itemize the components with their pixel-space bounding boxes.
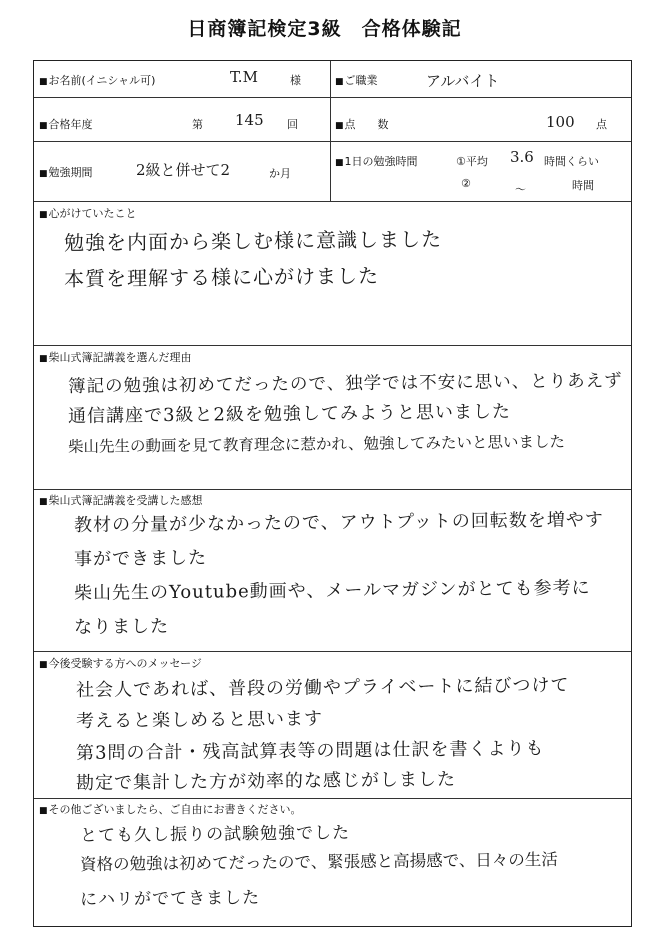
period-value: 2級と併せて2 [136,161,231,179]
daily-label: ■ 1日の勉強時間 [335,153,418,169]
section-line: 柴山先生のYoutube動画や、メールマガジンがとても参考に [73,577,591,604]
section-line: 教材の分量が少なかったので、アウトプットの回転数を増やす [73,509,604,536]
name-value: T.M [230,68,258,86]
section-line: 資格の勉強は初めてだったので、緊張感と高揚感で、日々の生活 [79,849,558,874]
period-suffix: か月 [269,167,291,180]
score-suffix: 点 [596,118,607,131]
section-label-impression: ■ 柴山式簿記講義を受講した感想 [39,492,203,508]
year-suffix: 回 [287,118,298,131]
row-divider [34,201,631,202]
year-label: ■ 合格年度 [39,116,93,132]
name-suffix: 様 [290,74,301,87]
section-line: 勉強を内面から楽しむ様に意識しました [63,227,443,255]
section-line: 社会人であれば、普段の労働やプライベートに結びつけて [75,674,570,701]
year-prefix: 第 [192,118,203,131]
tilde: 〜 [515,183,526,196]
row-divider [34,489,631,490]
section-line: 簿記の勉強は初めてだったので、独学では不安に思い、とりあえず [67,371,623,397]
avg-suffix: 時間くらい [544,155,599,168]
row-divider [34,97,631,98]
section-line: 本質を理解する様に心がけました [63,263,380,291]
section-line: とても久し振りの試験勉強でした [79,823,351,846]
section-line: なりました [73,616,170,638]
avg-label: ①平均 [456,155,488,168]
section-label-mindset: ■ 心がけていたこと [39,205,137,221]
second-suffix: 時間 [572,179,594,192]
row-divider [34,141,631,142]
section-line: 通信講座で3級と2級を勉強してみようと思いました [67,401,512,427]
section-line: 事ができました [73,547,208,570]
row-divider [34,345,631,346]
experience-form [33,60,632,927]
row-divider [34,651,631,652]
row-divider [34,798,631,799]
section-line: 柴山先生の動画を見て教育理念に惹かれ、勉強してみたいと思いました [67,432,566,456]
section-label-other: ■ その他ございましたら、ご自由にお書きください。 [39,801,302,817]
section-line: 勘定で集計した方が効率的な感じがしました [75,769,457,794]
page-title: 日商簿記検定3級 合格体験記 [187,18,462,40]
section-line: 第3問の合計・残高試算表等の問題は仕訳を書くよりも [75,738,545,764]
section-label-reason: ■ 柴山式簿記講義を選んだ理由 [39,349,192,365]
second-label: ② [461,177,471,190]
section-label-message: ■ 今後受験する方へのメッセージ [39,655,202,671]
column-divider [330,61,331,201]
name-label: ■ お名前(イニシャル可) [39,72,155,88]
score-value: 100 [546,113,575,131]
avg-value: 3.6 [510,148,534,166]
job-label: ■ ご職業 [335,72,378,88]
section-line: 考えると楽しめると思います [75,708,324,732]
period-label: ■ 勉強期間 [39,164,93,180]
section-line: にハリがでてきました [79,888,261,910]
score-label: ■ 点 数 [335,116,389,132]
year-value: 145 [235,111,264,129]
job-value: アルバイト [426,72,500,90]
